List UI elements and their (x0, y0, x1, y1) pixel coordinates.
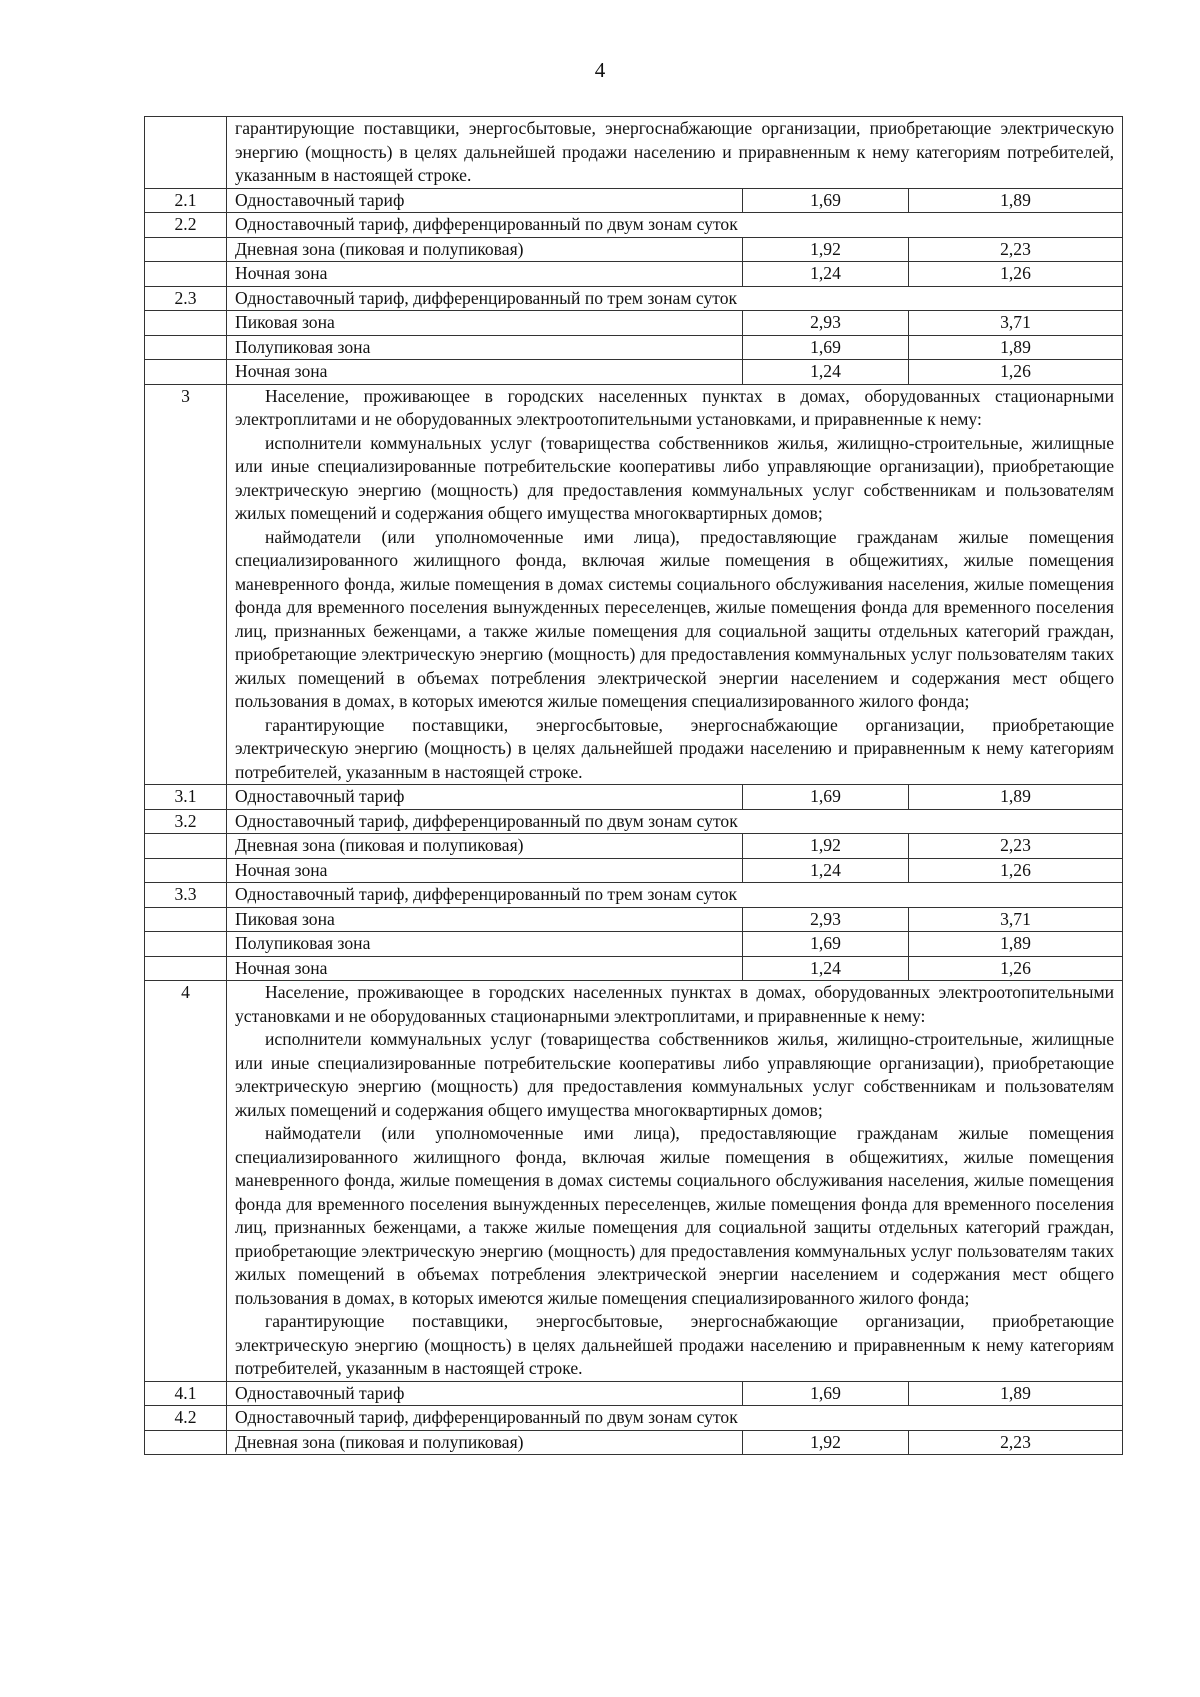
table-row (145, 981, 1123, 1382)
zone-name: Полупиковая зона (227, 932, 743, 957)
table-row (145, 237, 1123, 262)
table-row (145, 932, 1123, 957)
zone-name: Ночная зона (227, 956, 743, 981)
tariff-value-1: 1,69 (743, 785, 909, 810)
table-row (145, 956, 1123, 981)
tariff-value-1: 1,24 (743, 360, 909, 385)
table-row (145, 809, 1123, 834)
tariff-name: Одноставочный тариф, дифференцированный по двум зонам суток (227, 809, 1123, 834)
row-number (145, 262, 227, 287)
tariff-value-2: 1,26 (909, 360, 1123, 385)
category-description (227, 384, 1123, 785)
table-row (145, 1381, 1123, 1406)
table-row (145, 834, 1123, 859)
row-number (145, 834, 227, 859)
tariff-value-2: 1,26 (909, 262, 1123, 287)
row-number: 4.2 (145, 1406, 227, 1431)
description-paragraph: наймодатели (или уполномоченные ими лица), предоставляющие гражданам жилые помещения специализированного жилищного фонда, включая жилые помещения в общежитиях, жилые помещения маневренного фонда, жилые помещения в домах системы социального обслуживания населения, жилые помещения фонда для временного поселения вынужденных переселенцев, жилые помещения фонда для временного поселения лиц, признанных беженцами, а также жилые помещения для социальной защиты отдельных категорий граждан, приобретающие электрическую энергию (мощность) для предоставления коммунальных услуг пользователям таких жилых помещений в объемах потребления электрической энергии населением и содержания мест общего пользования в домах, в которых имеются жилые помещения специализированного жилого фонда; (235, 1123, 1115, 1308)
zone-name: Полупиковая зона (227, 335, 743, 360)
tariff-name: Одноставочный тариф, дифференцированный по трем зонам суток (227, 883, 1123, 908)
row-number (145, 932, 227, 957)
tariff-value-2: 2,23 (909, 834, 1123, 859)
zone-name: Дневная зона (пиковая и полупиковая) (227, 1430, 743, 1455)
description-paragraph: исполнители коммунальных услуг (товарищества собственников жилья, жилищно-строительные, жилищные или иные специализированные потребительские кооперативы либо управляющие организации), приобретающие электрическую энергию (мощность) для предоставления коммунальных услуг собственникам и пользователям жилых помещений и содержания общего имущества многоквартирных домов; (235, 432, 1115, 523)
table-row (145, 262, 1123, 287)
table-row (145, 785, 1123, 810)
tariff-value-1: 1,92 (743, 1430, 909, 1455)
tariff-value-1: 1,69 (743, 1381, 909, 1406)
row-number: 3 (145, 384, 227, 785)
table-row (145, 858, 1123, 883)
row-number: 3.1 (145, 785, 227, 810)
tariff-value-2: 2,23 (909, 237, 1123, 262)
row-number (145, 1430, 227, 1455)
row-number: 2.2 (145, 213, 227, 238)
table-row (145, 883, 1123, 908)
tariff-name: Одноставочный тариф, дифференцированный по двум зонам суток (227, 213, 1123, 238)
description-paragraph: Население, проживающее в городских населенных пунктах в домах, оборудованных стационарными электроплитами и не оборудованных электроотопительными установками, и приравненные к нему: (235, 385, 1115, 429)
description-paragraph: гарантирующие поставщики, энергосбытовые, энергоснабжающие организации, приобретающие электрическую энергию (мощность) в целях дальнейшей продажи населению и приравненным к нему категориям потребителей, указанным в настоящей строке. (235, 1311, 1115, 1378)
row-number (145, 360, 227, 385)
zone-name: Ночная зона (227, 858, 743, 883)
table-row (145, 360, 1123, 385)
table-row (145, 188, 1123, 213)
tariff-value-2: 1,89 (909, 1381, 1123, 1406)
row-number (145, 858, 227, 883)
row-number (145, 907, 227, 932)
row-number (145, 956, 227, 981)
tariff-value-1: 1,24 (743, 262, 909, 287)
description-paragraph: гарантирующие поставщики, энергосбытовые, энергоснабжающие организации, приобретающие электрическую энергию (мощность) в целях дальнейшей продажи населению и приравненным к нему категориям потребителей, указанным в настоящей строке. (235, 714, 1115, 782)
table-row (145, 1406, 1123, 1431)
tariff-value-1: 1,24 (743, 956, 909, 981)
description-paragraph: исполнители коммунальных услуг (товарищества собственников жилья, жилищно-строительные, жилищные или иные специализированные потребительские кооперативы либо управляющие организации), приобретающие электрическую энергию (мощность) для предоставления коммунальных услуг собственникам и пользователям жилых помещений и содержания общего имущества многоквартирных домов; (235, 1029, 1115, 1120)
table-row (145, 1430, 1123, 1455)
tariff-value-1: 2,93 (743, 907, 909, 932)
table-row (145, 286, 1123, 311)
category-description (227, 981, 1123, 1382)
zone-name: Дневная зона (пиковая и полупиковая) (227, 237, 743, 262)
tariff-value-2: 1,26 (909, 956, 1123, 981)
tariff-name: Одноставочный тариф, дифференцированный по трем зонам суток (227, 286, 1123, 311)
tariff-value-2: 1,89 (909, 785, 1123, 810)
table-row (145, 907, 1123, 932)
table-row (145, 335, 1123, 360)
tariff-value-1: 1,69 (743, 188, 909, 213)
tariff-value-2: 1,89 (909, 335, 1123, 360)
zone-name: Дневная зона (пиковая и полупиковая) (227, 834, 743, 859)
zone-name: Пиковая зона (227, 311, 743, 336)
tariff-value-1: 2,93 (743, 311, 909, 336)
tariff-value-2: 2,23 (909, 1430, 1123, 1455)
tariff-table (144, 116, 1123, 1455)
row-number: 3.3 (145, 883, 227, 908)
zone-name: Пиковая зона (227, 907, 743, 932)
tariff-name: Одноставочный тариф, дифференцированный по двум зонам суток (227, 1406, 1123, 1431)
table-row (145, 213, 1123, 238)
description-paragraph: Население, проживающее в городских населенных пунктах в домах, оборудованных электроотопительными установками и не оборудованных стационарными электроплитами, и приравненные к нему: (235, 982, 1115, 1026)
row-number (145, 335, 227, 360)
row-number (145, 311, 227, 336)
row-number: 2.3 (145, 286, 227, 311)
tariff-name: Одноставочный тариф (227, 785, 743, 810)
tariff-value-2: 1,89 (909, 188, 1123, 213)
table-row (145, 311, 1123, 336)
category-description (227, 117, 1123, 189)
tariff-value-1: 1,92 (743, 834, 909, 859)
row-number: 2.1 (145, 188, 227, 213)
tariff-value-1: 1,69 (743, 932, 909, 957)
description-paragraph: гарантирующие поставщики, энергосбытовые, энергоснабжающие организации, приобретающие электрическую энергию (мощность) в целях дальнейшей продажи населению и приравненным к нему категориям потребителей, указанным в настоящей строке. (235, 118, 1115, 185)
tariff-name: Одноставочный тариф (227, 188, 743, 213)
row-number: 3.2 (145, 809, 227, 834)
tariff-value-1: 1,24 (743, 858, 909, 883)
tariff-value-2: 3,71 (909, 907, 1123, 932)
row-number: 4.1 (145, 1381, 227, 1406)
row-number (145, 237, 227, 262)
row-number (145, 117, 227, 189)
zone-name: Ночная зона (227, 360, 743, 385)
tariff-value-1: 1,69 (743, 335, 909, 360)
table-row (145, 384, 1123, 785)
tariff-value-2: 1,26 (909, 858, 1123, 883)
tariff-value-2: 1,89 (909, 932, 1123, 957)
description-paragraph: наймодатели (или уполномоченные ими лица), предоставляющие гражданам жилые помещения специализированного жилищного фонда, включая жилые помещения в общежитиях, жилые помещения маневренного фонда, жилые помещения в домах системы социального обслуживания населения, жилые помещения фонда для временного поселения вынужденных переселенцев, жилые помещения фонда для временного поселения лиц, признанных беженцами, а также жилые помещения для социальной защиты отдельных категорий граждан, приобретающие электрическую энергию (мощность) для предоставления коммунальных услуг пользователям таких жилых помещений в объемах потребления электрической энергии населением и содержания мест общего пользования в домах, в которых имеются жилые помещения специализированного жилого фонда; (235, 526, 1115, 711)
tariff-value-2: 3,71 (909, 311, 1123, 336)
tariff-value-1: 1,92 (743, 237, 909, 262)
row-number: 4 (145, 981, 227, 1382)
table-row (145, 117, 1123, 189)
page-number: 4 (594, 58, 606, 82)
zone-name: Ночная зона (227, 262, 743, 287)
tariff-name: Одноставочный тариф (227, 1381, 743, 1406)
